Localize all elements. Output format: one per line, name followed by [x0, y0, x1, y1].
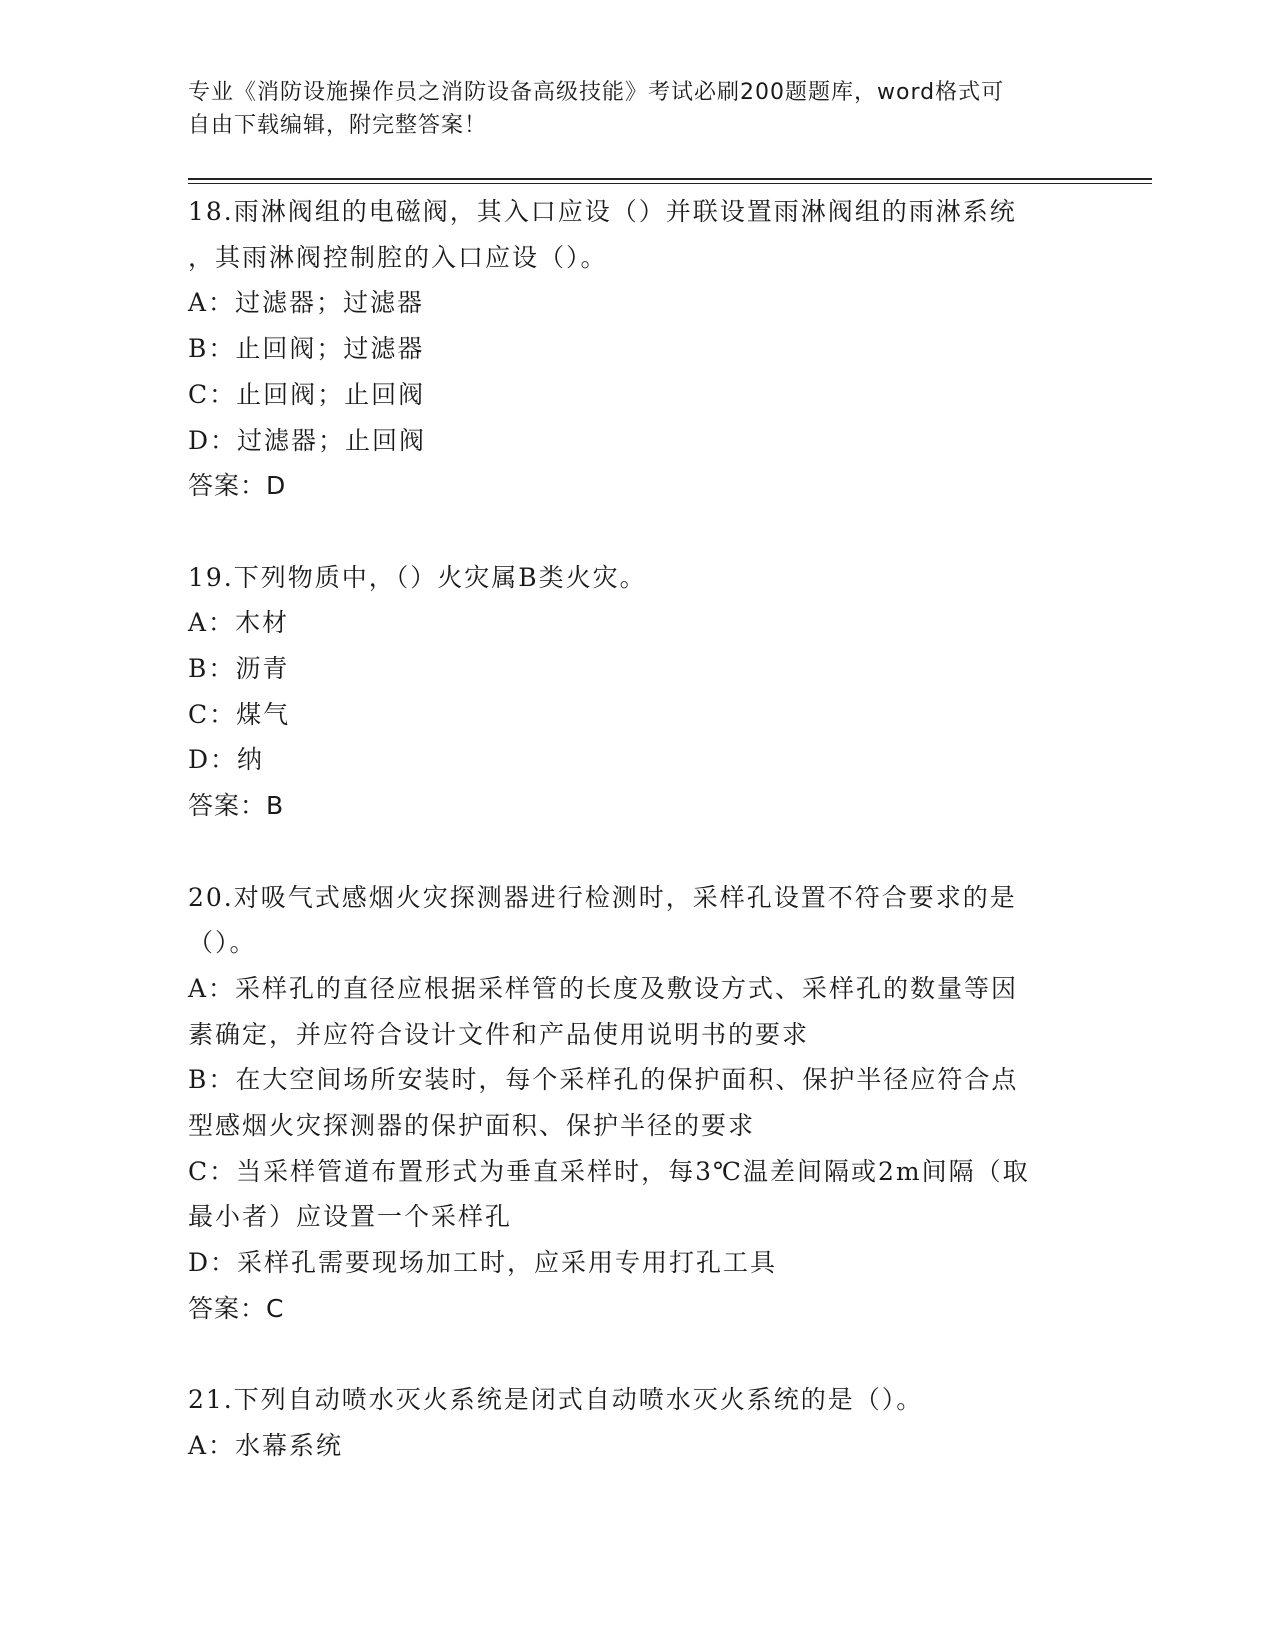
header-line: 自由下载编辑，附完整答案！ — [188, 113, 488, 138]
option-d: D：过滤器；止回阀 — [188, 425, 427, 455]
option-c: C：煤气 — [188, 699, 291, 729]
spacer — [188, 1332, 1088, 1378]
option-d: D：纳 — [188, 745, 265, 775]
option-a: A：采样孔的直径应根据采样管的长度及敷设方式、采样孔的数量等因 — [188, 973, 1019, 1003]
option-a-continued: 素确定，并应符合设计文件和产品使用说明书的要求 — [188, 1019, 810, 1049]
option-c: C：当采样管道布置形式为垂直采样时，每3℃温差间隔或2m间隔（取 — [188, 1156, 1030, 1186]
question-19 — [188, 555, 1088, 829]
option-c-continued: 最小者）应设置一个采样孔 — [188, 1202, 513, 1232]
header-divider-thick — [188, 178, 1152, 180]
option-a: A：过滤器；过滤器 — [188, 288, 425, 318]
option-d: D：采样孔需要现场加工时，应采用专用打孔工具 — [188, 1248, 778, 1278]
option-c: C：止回阀；止回阀 — [188, 379, 426, 409]
spacer — [188, 509, 1088, 555]
question-stem: （）。 — [188, 928, 257, 958]
question-20 — [188, 875, 1088, 1332]
question-21 — [188, 1377, 1088, 1468]
question-18 — [188, 189, 1088, 509]
option-b: B：在大空间场所安装时，每个采样孔的保护面积、保护半径应符合点 — [188, 1065, 1019, 1095]
answer: 答案：C — [188, 1293, 285, 1323]
header-divider-thin — [188, 183, 1152, 184]
option-a: A：木材 — [188, 608, 290, 638]
question-stem: ，其雨淋阀控制腔的入口应设（）。 — [188, 242, 608, 272]
spacer — [188, 829, 1088, 875]
option-b: B：沥青 — [188, 654, 290, 684]
answer: 答案：D — [188, 471, 287, 501]
option-a: A：水幕系统 — [188, 1430, 344, 1460]
option-b: B：止回阀；过滤器 — [188, 334, 425, 364]
header-line: 专业《消防设施操作员之消防设备高级技能》考试必刷200题题库，word格式可 — [188, 80, 1005, 105]
answer: 答案：B — [188, 791, 285, 821]
question-list — [188, 189, 1088, 1469]
document-header — [188, 76, 1068, 142]
option-b-continued: 型感烟火灾探测器的保护面积、保护半径的要求 — [188, 1111, 756, 1141]
question-stem: 20.对吸气式感烟火灾探测器进行检测时，采样孔设置不符合要求的是 — [188, 882, 1017, 912]
question-stem: 19.下列物质中，（）火灾属B类火灾。 — [188, 562, 647, 592]
question-stem: 18.雨淋阀组的电磁阀，其入口应设（）并联设置雨淋阀组的雨淋系统 — [188, 197, 1017, 226]
question-stem: 21.下列自动喷水灭火系统是闭式自动喷水灭火系统的是（）。 — [188, 1385, 924, 1415]
